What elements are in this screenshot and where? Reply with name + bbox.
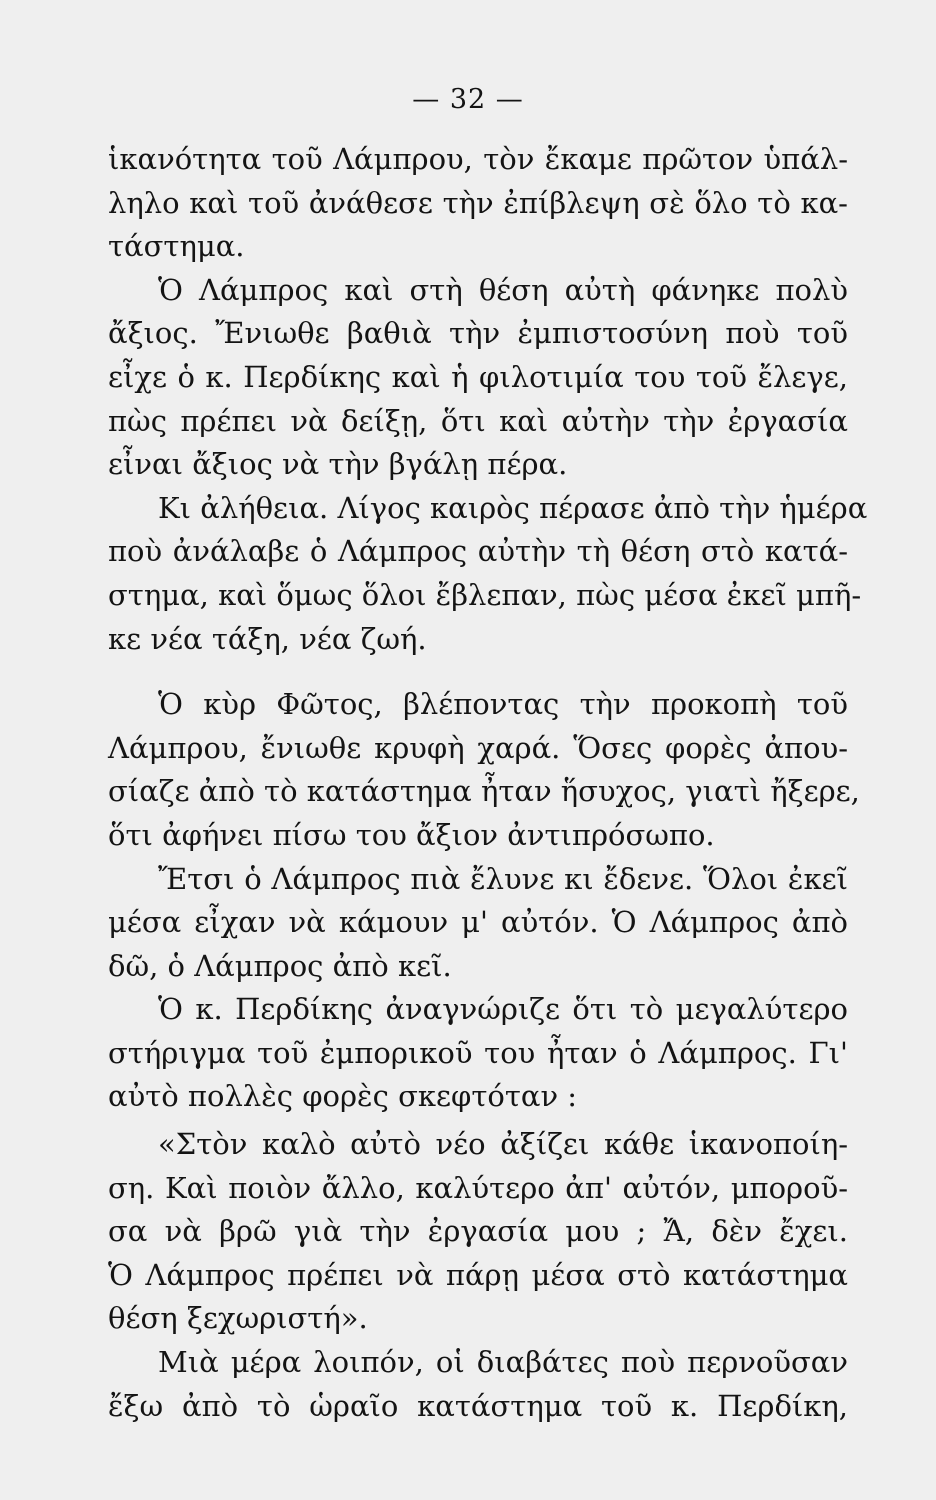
text-line: ληλο καὶ τοῦ ἀνάθεσε τὴν ἐπίβλεψη σὲ ὅλο τὸ κα-: [108, 185, 848, 220]
text-line: Ὁ Λάμπρος πρέπει νὰ πάρῃ μέσα στὸ κατάστημα: [108, 1257, 848, 1292]
text-line: Κι ἀλήθεια. Λίγος καιρὸς πέρασε ἀπὸ τὴν ἡμέρα: [158, 490, 868, 525]
text-line: ἱκανότητα τοῦ Λάμπρου, τὸν ἔκαμε πρῶτον ὑπάλ-: [108, 142, 848, 176]
text-line: θέση ξεχωριστή».: [108, 1301, 368, 1336]
text-line: εἶχε ὁ κ. Περδίκης καὶ ἡ φιλοτιμία του τοῦ ἔλεγε,: [108, 359, 848, 394]
text-line: τάστημα.: [108, 229, 245, 264]
text-line: αὐτὸ πολλὲς φορὲς σκεφτόταν :: [108, 1079, 578, 1114]
page-number: — 32 —: [412, 84, 524, 115]
text-line: εἶναι ἄξιος νὰ τὴν βγάλῃ πέρα.: [108, 447, 568, 482]
text-line: Ὁ κ. Περδίκης ἀναγνώριζε ὅτι τὸ μεγαλύτερο: [158, 992, 848, 1027]
text-line: μέσα εἶχαν νὰ κάμουν μ' αὐτόν. Ὁ Λάμπρος ἀπὸ: [108, 905, 848, 940]
text-line: στημα, καὶ ὅμως ὅλοι ἔβλεπαν, πὼς μέσα ἐκεῖ μπῆ-: [108, 577, 862, 612]
text-line: Ἔτσι ὁ Λάμπρος πιὰ ἔλυνε κι ἔδενε. Ὅλοι ἐκεῖ: [158, 861, 848, 896]
text-line: Ὁ Λάμπρος καὶ στὴ θέση αὐτὴ φάνηκε πολὺ: [158, 272, 848, 307]
text-line: ση. Καὶ ποιὸν ἄλλο, καλύτερο ἀπ' αὐτόν, μποροῦ-: [108, 1170, 848, 1205]
text-line: ὅτι ἀφήνει πίσω του ἄξιον ἀντιπρόσωπο.: [108, 817, 715, 852]
text-line: πὼς πρέπει νὰ δείξῃ, ὅτι καὶ αὐτὴν τὴν ἐργασία: [108, 403, 848, 438]
text-line: ἄξιος. Ἔνιωθε βαθιὰ τὴν ἐμπιστοσύνη ποὺ τοῦ: [108, 316, 848, 351]
body-text: [108, 138, 868, 1428]
text-line: «Στὸν καλὸ αὐτὸ νέο ἀξίζει κάθε ἱκανοποίη-: [158, 1127, 848, 1162]
text-line: στήριγμα τοῦ ἐμπορικοῦ του ἦταν ὁ Λάμπρος. Γι': [108, 1035, 848, 1070]
text-line: ποὺ ἀνάλαβε ὁ Λάμπρος αὐτὴν τὴ θέση στὸ κατά-: [108, 534, 848, 569]
text-line: σίαζε ἀπὸ τὸ κατάστημα ἦταν ἥσυχος, γιατὶ ἤξερε,: [108, 774, 860, 809]
text-line: δῶ, ὁ Λάμπρος ἀπὸ κεῖ.: [108, 948, 452, 983]
text-line: ἔξω ἀπὸ τὸ ὡραῖο κατάστημα τοῦ κ. Περδίκη,: [108, 1388, 848, 1423]
text-line: Ὁ κὺρ Φῶτος, βλέποντας τὴν προκοπὴ τοῦ: [158, 687, 848, 722]
text-line: σα νὰ βρῶ γιὰ τὴν ἐργασία μου ; Ἄ, δὲν ἔχει.: [108, 1214, 848, 1249]
text-line: κε νέα τάξη, νέα ζωή.: [108, 621, 427, 656]
text-line: Μιὰ μέρα λοιπόν, οἱ διαβάτες ποὺ περνοῦσαν: [158, 1345, 848, 1380]
text-line: Λάμπρου, ἔνιωθε κρυφὴ χαρά. Ὅσες φορὲς ἀπου-: [108, 730, 848, 765]
